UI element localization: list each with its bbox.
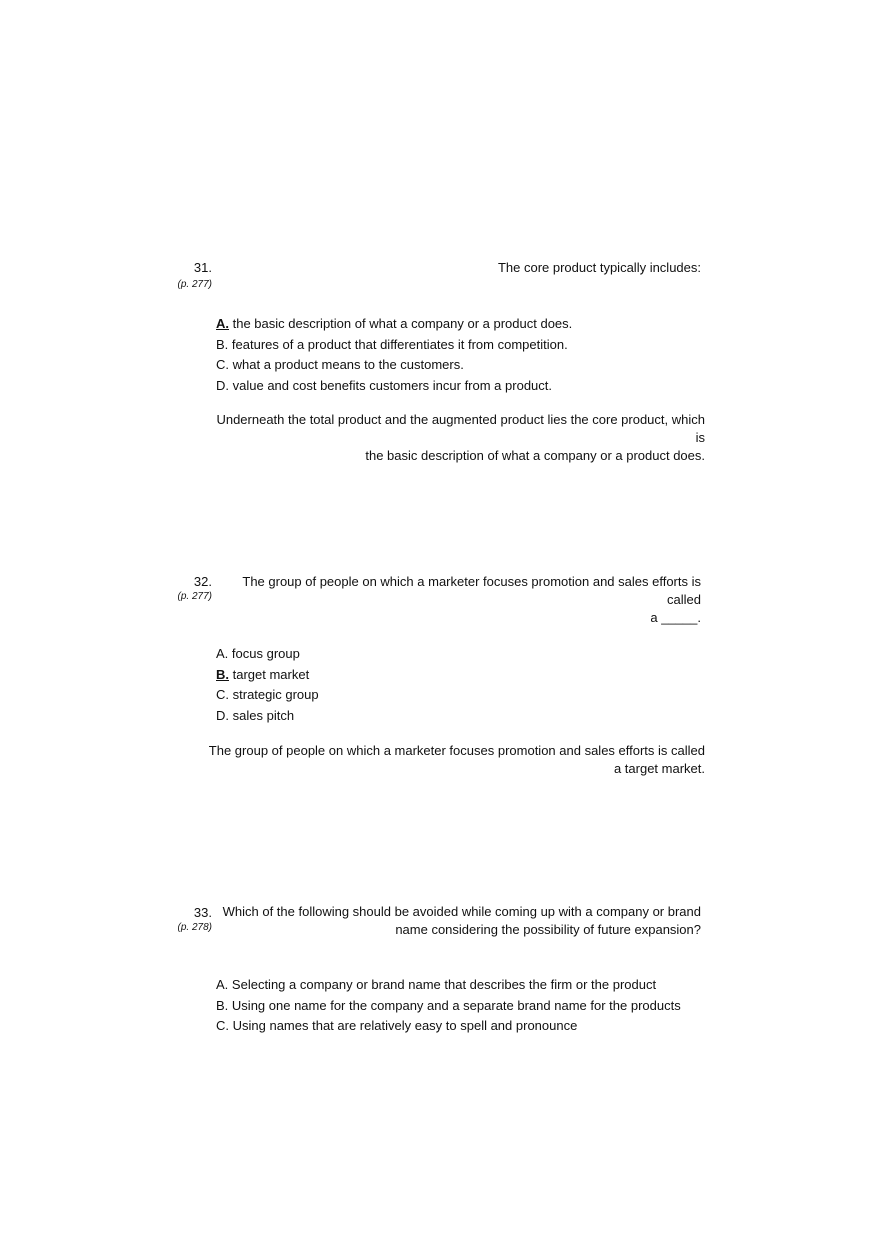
question-text <box>214 573 701 627</box>
option-letter: C. <box>216 687 229 702</box>
option-letter: C. <box>216 357 229 372</box>
question-number: 33. <box>193 905 212 920</box>
option-text: features of a product that differentiates it from competition. <box>231 336 568 352</box>
page-reference: (p. 277) <box>177 591 212 602</box>
answer-options <box>216 644 776 726</box>
question-text-line: Which of the following should be avoided while coming up with a company or brand <box>222 904 701 919</box>
question-number: 31. <box>193 260 212 275</box>
question-text <box>214 903 701 939</box>
answer-options <box>216 975 776 1037</box>
option-text: the basic description of what a company or a product does. <box>232 316 573 331</box>
page-reference: (p. 278) <box>177 922 212 933</box>
explanation-line: Underneath the total product and the augmented product lies the core product, which is <box>216 412 705 445</box>
question-text-line: a _____. <box>650 610 701 625</box>
option-c <box>216 1016 776 1037</box>
option-b <box>216 665 776 686</box>
page-reference: (p. 277) <box>177 279 212 290</box>
option-letter: A. <box>216 646 229 661</box>
option-a <box>216 975 776 996</box>
explanation <box>205 411 705 465</box>
question-text-line: The group of people on which a marketer focuses promotion and sales efforts is called <box>242 574 701 607</box>
option-letter: B. <box>216 666 229 682</box>
option-text: focus group <box>231 646 300 661</box>
option-text: what a product means to the customers. <box>232 357 464 372</box>
explanation-line: the basic description of what a company or a product does. <box>365 448 705 463</box>
option-letter: B. <box>216 997 229 1013</box>
question-number: 32. <box>193 574 212 589</box>
option-letter: A. <box>216 977 229 992</box>
option-letter: B. <box>216 336 229 352</box>
option-letter: D. <box>216 707 229 723</box>
option-text: Selecting a company or brand name that describes the firm or the product <box>231 977 657 992</box>
explanation <box>205 742 705 778</box>
option-letter: C. <box>216 1018 229 1033</box>
question-text <box>214 259 701 277</box>
option-a <box>216 314 776 335</box>
explanation-line: a target market. <box>613 761 705 776</box>
option-text: target market <box>232 666 310 682</box>
option-letter: D. <box>216 377 229 393</box>
option-c <box>216 685 776 706</box>
question-text-line: name considering the possibility of future expansion? <box>395 922 701 937</box>
option-d <box>216 706 776 727</box>
option-d <box>216 376 776 397</box>
option-letter: A. <box>216 316 229 331</box>
option-text: Using one name for the company and a separate brand name for the products <box>231 997 681 1013</box>
option-a <box>216 644 776 665</box>
option-text: Using names that are relatively easy to spell and pronounce <box>232 1018 578 1033</box>
option-c <box>216 355 776 376</box>
option-text: strategic group <box>232 687 319 702</box>
option-text: sales pitch <box>232 707 295 723</box>
explanation-line: The group of people on which a marketer focuses promotion and sales efforts is called <box>208 743 705 758</box>
answer-options <box>216 314 776 396</box>
option-text: value and cost benefits customers incur from a product. <box>232 377 553 393</box>
option-b <box>216 996 776 1017</box>
option-b <box>216 335 776 356</box>
question-text-line: The core product typically includes: <box>497 260 701 275</box>
